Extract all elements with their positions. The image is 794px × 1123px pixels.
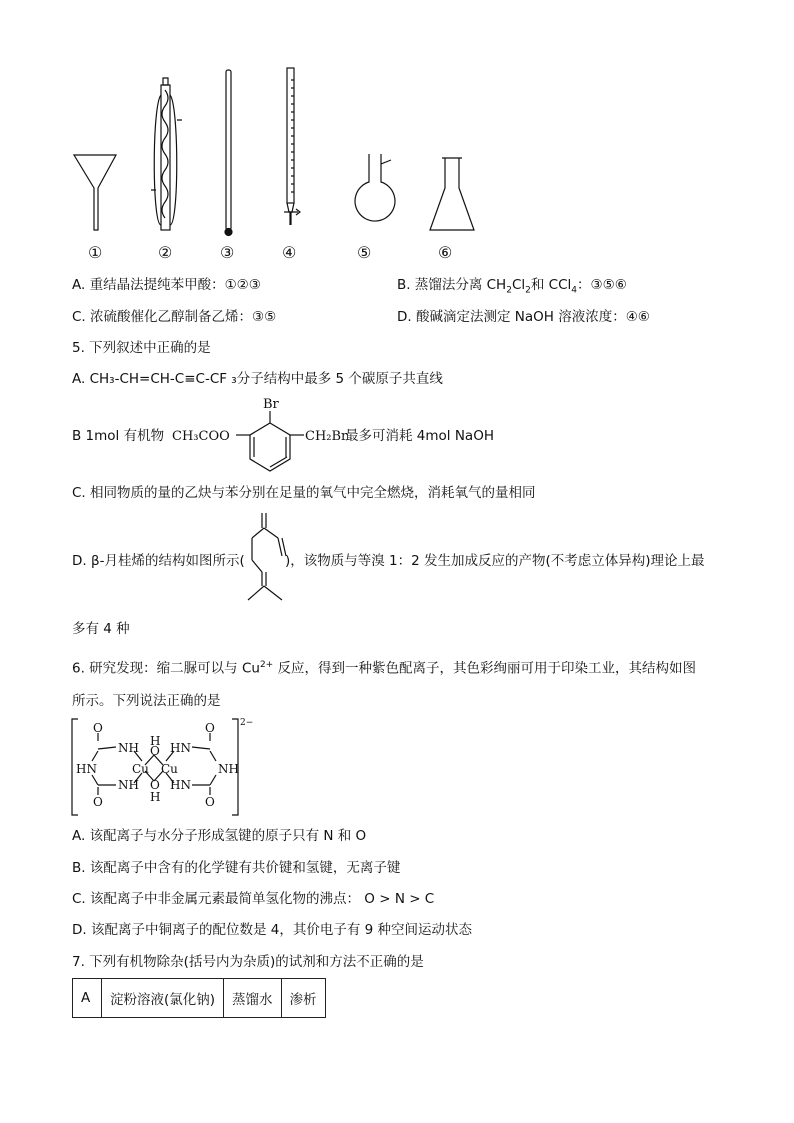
- q7-stem: 7. 下列有机物除杂(括号内为杂质)的试剂和方法不正确的是: [72, 954, 424, 970]
- atom-label: O: [205, 795, 215, 809]
- q4-option-b: B. 蒸馏法分离 $CH_2Cl_2$和 CCl$_4$：③⑤⑥: [397, 277, 627, 296]
- conical-flask-icon: [430, 158, 474, 230]
- atom-label: Cu: [161, 762, 178, 776]
- table-cell: 渗析: [281, 979, 325, 1018]
- apparatus-label: ④: [282, 243, 297, 262]
- q5-option-b-post: 最多可消耗 4mol NaOH: [345, 428, 494, 444]
- structure-myrcene: [232, 508, 292, 608]
- q5-option-d-post: )，该物质与等溴 1：2 发生加成反应的产物(不考虑立体异构)理论上最: [285, 553, 705, 569]
- atom-label: O: [93, 721, 103, 735]
- atom-label: NH: [218, 762, 239, 776]
- structure-bromobenzyl-acetate: [170, 393, 350, 473]
- table-row: [73, 979, 326, 1018]
- q6-option-a: A. 该配离子与水分子形成氢键的原子只有 N 和 O: [72, 828, 367, 844]
- atom-label: HN: [76, 762, 97, 776]
- q6-option-c: C. 该配离子中非金属元素最简单氢化物的沸点： O > N > C: [72, 891, 435, 907]
- apparatus-label: ③: [220, 243, 235, 262]
- atom-label: H: [150, 734, 161, 748]
- apparatus-label: ⑤: [357, 243, 372, 262]
- atom-label: NH: [118, 778, 139, 792]
- bromine-label: Br: [263, 397, 279, 412]
- apparatus-label: ⑥: [438, 243, 453, 262]
- q5-option-d-continued: 多有 4 种: [72, 621, 130, 637]
- q5-option-b-pre: B 1mol 有机物: [72, 428, 165, 444]
- q4-option-a: A. 重结晶法提纯苯甲酸：①②③: [72, 277, 261, 293]
- q6-stem-line2: 所示。下列说法正确的是: [72, 693, 221, 709]
- acetate-group-label: CH₃COO: [172, 429, 230, 444]
- funnel-icon: [74, 155, 116, 230]
- q7-options-table: [72, 978, 326, 1018]
- apparatus-figure: [60, 60, 520, 270]
- atom-label: O: [150, 778, 160, 792]
- atom-label: H: [150, 790, 161, 804]
- bromomethyl-label: CH₂Br: [305, 429, 348, 444]
- charge-label: 2−: [240, 718, 254, 728]
- table-cell: 蒸馏水: [224, 979, 282, 1018]
- apparatus-label: ②: [158, 243, 173, 262]
- atom-label: Cu: [132, 762, 149, 776]
- condenser-icon: [151, 78, 182, 230]
- table-cell: A: [73, 979, 102, 1018]
- q6-option-b: B. 该配离子中含有的化学键有共价键和氢键，无离子键: [72, 860, 401, 876]
- q5-option-d-pre: D. β-月桂烯的结构如图所示(: [72, 553, 245, 569]
- q6-stem-line1: 6. 研究发现：缩二脲可以与 $Cu^{2+}$ 反应，得到一种紫色配离子，其色彩绚丽可用于印染工业，其结构如图: [72, 660, 697, 677]
- structure-copper-biuret-complex: [70, 715, 270, 820]
- q5-option-a: A. CH₃-CH=CH-C≡C-CF ₃分子结构中最多 5 个碳原子共直线: [72, 371, 443, 387]
- q4-option-c: C. 浓硫酸催化乙醇制备乙烯：③⑤: [72, 309, 277, 325]
- atom-label: O: [150, 744, 160, 758]
- table-cell: 淀粉溶液(氯化钠): [102, 979, 224, 1018]
- thermometer-icon: [225, 70, 232, 236]
- atom-label: O: [93, 795, 103, 809]
- q5-stem: 5. 下列叙述中正确的是: [72, 340, 211, 356]
- q6-option-d: D. 该配离子中铜离子的配位数是 4，其价电子有 9 种空间运动状态: [72, 922, 473, 938]
- apparatus-label: ①: [88, 243, 103, 262]
- atom-label: HN: [170, 741, 191, 755]
- q5-option-c: C. 相同物质的量的乙炔与苯分别在足量的氧气中完全燃烧，消耗氧气的量相同: [72, 485, 536, 501]
- atom-label: HN: [170, 778, 191, 792]
- burette-icon: [284, 68, 300, 225]
- round-bottom-flask-icon: [355, 154, 395, 221]
- atom-label: NH: [118, 741, 139, 755]
- q4-option-d: D. 酸碱滴定法测定 NaOH 溶液浓度：④⑥: [397, 309, 650, 325]
- atom-label: O: [205, 721, 215, 735]
